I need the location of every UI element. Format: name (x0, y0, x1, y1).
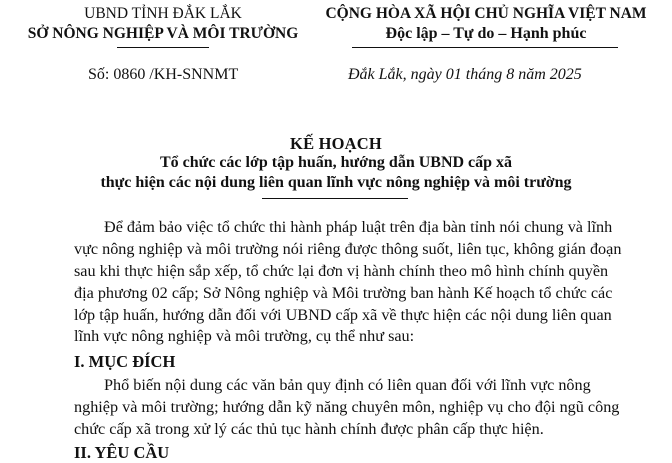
national-title: CỘNG HÒA XÃ HỘI CHỦ NGHĨA VIỆT NAM (325, 5, 647, 22)
section-1-heading: I. MỤC ĐÍCH (74, 352, 176, 371)
intro-line: địa phương 02 cấp; Sở Nông nghiệp và Môi trường ban hành Kế hoạch tổ chức các (74, 284, 613, 302)
section-2-heading: II. YÊU CẦU (74, 443, 170, 462)
section-1-line: nghiệp và môi trường; hướng dẫn kỹ năng chuyên môn, nghiệp vụ cho đội ngũ công (74, 398, 620, 416)
title-underline (262, 198, 408, 199)
section-1-line: Phổ biến nội dung các văn bản quy định có liên quan đối với lĩnh vực nông (104, 376, 591, 394)
document-number: Số: 0860 /KH-SNNMT (88, 66, 239, 83)
intro-line: sau khi thực hiện sắp xếp, tổ chức lại đơn vị hành chính theo mô hình chính quyền (74, 262, 609, 280)
intro-line: Để đảm bảo việc tổ chức thi hành pháp luật trên địa bàn tỉnh nói chung và lĩnh (104, 218, 613, 236)
intro-line: vực nông nghiệp và môi trường nói riêng được thông suốt, liên tục, không gián đoạn (74, 240, 622, 258)
document-subtitle-line-2: thực hiện các nội dung liên quan lĩnh vực nông nghiệp và môi trường (100, 174, 572, 191)
motto-underline (352, 47, 618, 48)
document-subtitle-line-1: Tổ chức các lớp tập huấn, hướng dẫn UBND cấp xã (159, 154, 513, 171)
intro-line: lớp tập huấn, hướng dẫn đối với UBND cấp xã về thực hiện các nội dung liên quan (74, 306, 612, 324)
agency-underline (117, 47, 209, 48)
agency-parent: UBND TỈNH ĐẮK LẮK (84, 5, 242, 22)
intro-line: lĩnh vực nông nghiệp và môi trường, cụ thể như sau: (74, 327, 415, 345)
agency-name: SỞ NÔNG NGHIỆP VÀ MÔI TRƯỜNG (27, 25, 299, 42)
national-motto: Độc lập – Tự do – Hạnh phúc (385, 25, 587, 42)
place-date: Đắk Lắk, ngày 01 tháng 8 năm 2025 (348, 66, 582, 83)
document-type-title: KẾ HOẠCH (290, 134, 382, 153)
section-1-line: chức cấp xã trong xử lý các thủ tục hành chính được phân cấp thực hiện. (74, 420, 544, 438)
